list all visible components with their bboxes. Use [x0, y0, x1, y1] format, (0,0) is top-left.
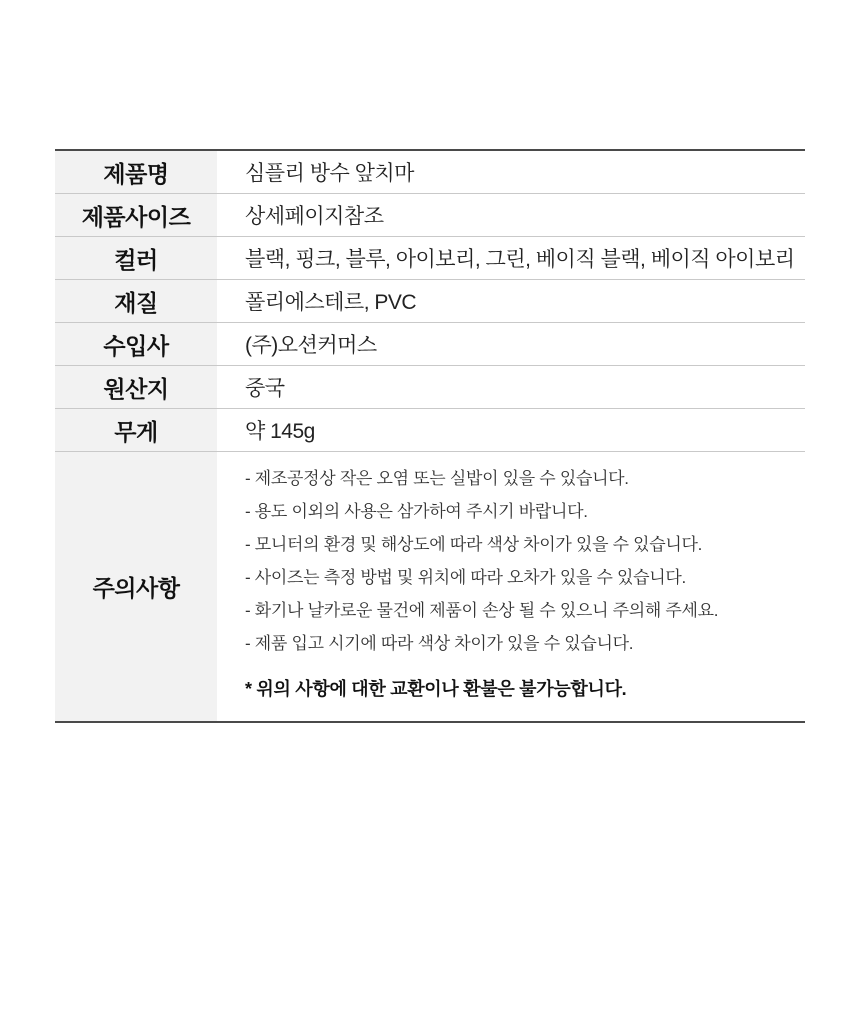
- caution-text-block: [217, 452, 805, 721]
- table-row-product-size: [55, 194, 805, 237]
- caution-line: - 제조공정상 작은 오염 또는 실밥이 있을 수 있습니다.: [245, 469, 629, 488]
- row-label: 주의사항: [55, 452, 217, 721]
- row-value: (주)오션커머스: [245, 334, 377, 357]
- row-label: 원산지: [55, 366, 217, 408]
- row-label: 재질: [55, 280, 217, 322]
- row-label: 무게: [55, 409, 217, 451]
- product-spec-table: [55, 149, 805, 723]
- table-row-caution: [55, 452, 805, 721]
- row-label: 수입사: [55, 323, 217, 365]
- row-value: 폴리에스테르, PVC: [245, 291, 417, 314]
- table-row-color: [55, 237, 805, 280]
- row-value: 중국: [245, 377, 285, 400]
- table-row-origin: [55, 366, 805, 409]
- row-value: 약 145g: [245, 420, 315, 443]
- row-value: 상세페이지참조: [245, 205, 384, 228]
- row-value: 블랙, 핑크, 블루, 아이보리, 그린, 베이직 블랙, 베이직 아이보리: [245, 248, 795, 271]
- row-label: 제품사이즈: [55, 194, 217, 236]
- caution-note: * 위의 사항에 대한 교환이나 환불은 불가능합니다.: [245, 679, 627, 699]
- caution-line: - 사이즈는 측정 방법 및 위치에 따라 오차가 있을 수 있습니다.: [245, 568, 686, 587]
- caution-line: - 화기나 날카로운 물건에 제품이 손상 될 수 있으니 주의해 주세요.: [245, 601, 719, 620]
- table-row-weight: [55, 409, 805, 452]
- table-row-material: [55, 280, 805, 323]
- caution-line: - 제품 입고 시기에 따라 색상 차이가 있을 수 있습니다.: [245, 634, 634, 653]
- row-label: 컬러: [55, 237, 217, 279]
- caution-line: - 용도 이외의 사용은 삼가하여 주시기 바랍니다.: [245, 502, 588, 521]
- caution-line: - 모니터의 환경 및 해상도에 따라 색상 차이가 있을 수 있습니다.: [245, 535, 703, 554]
- table-row-importer: [55, 323, 805, 366]
- table-row-product-name: [55, 151, 805, 194]
- row-value: 심플리 방수 앞치마: [245, 162, 414, 185]
- row-label: 제품명: [55, 151, 217, 193]
